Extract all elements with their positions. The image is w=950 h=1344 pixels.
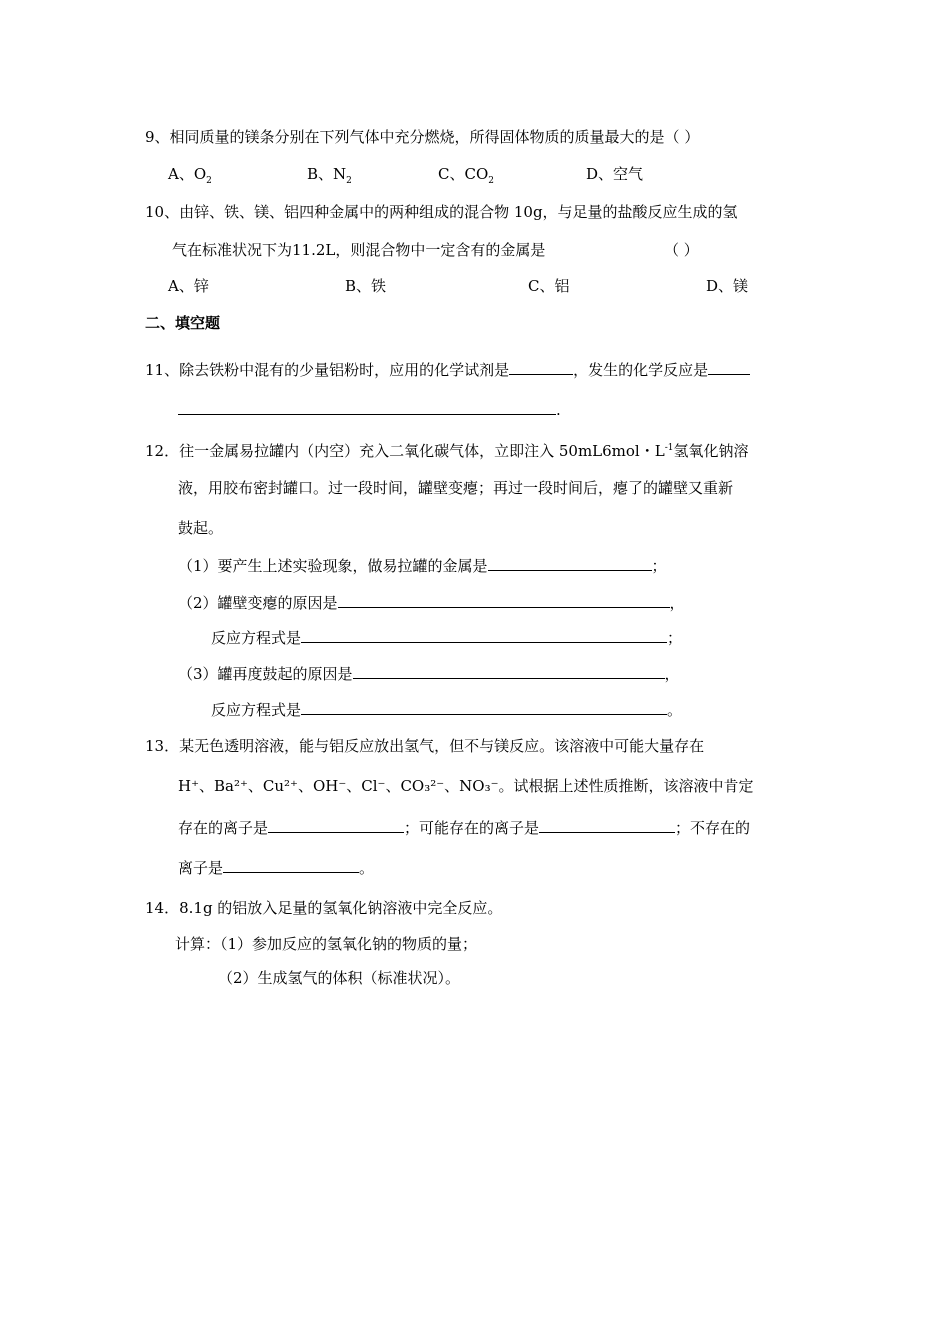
q11-end: .	[556, 401, 561, 419]
q12-part3-text: （3）罐再度鼓起的原因是	[178, 665, 353, 683]
q12-line1-sup: -1	[664, 443, 674, 453]
q13-ions-line: H⁺、Ba²⁺、Cu²⁺、OH⁻、Cl⁻、CO₃²⁻、NO₃⁻。试根据上述性质推断，该溶液中肯定	[178, 777, 754, 795]
q13-text-absent-label: 离子是	[178, 859, 224, 877]
q13-text-present: 存在的离子是	[178, 819, 269, 837]
q12-part3-eq	[211, 700, 682, 720]
q12-part1-end: ；	[651, 557, 667, 575]
q14-line1: 14．8.1g 的铝放入足量的氢氧化钠溶液中完全反应。	[145, 899, 503, 917]
q12-line1	[145, 438, 748, 461]
q9-option-a-label: A、O	[168, 165, 207, 183]
q11-text-b: ，发生的化学反应是	[573, 361, 709, 379]
q12-part3	[178, 664, 680, 684]
q12-blank-metal[interactable]	[488, 556, 652, 571]
q12-part1	[178, 556, 667, 576]
q9-option-b	[307, 164, 352, 191]
q12-blank-bulge-reason[interactable]	[353, 664, 665, 679]
q11-line2	[178, 400, 561, 420]
q9-option-a	[168, 164, 212, 191]
q9-option-c-label: C、CO	[438, 165, 489, 183]
q12-blank-bulge-equation[interactable]	[301, 700, 667, 715]
q13-text-possible: ；可能存在的离子是	[404, 819, 540, 837]
q12-part2-text: （2）罐壁变瘪的原因是	[178, 594, 338, 612]
q11-line1	[145, 360, 750, 380]
q12-part2-eq-end: ；	[667, 629, 683, 647]
q13-line4	[178, 858, 374, 878]
q9-option-c-sub: 2	[488, 176, 494, 186]
section-fill-in-title: 二、填空题	[145, 314, 221, 332]
q12-line1-text: 12．往一金属易拉罐内（内空）充入二氧化碳气体，立即注入 50mL6mol・L	[145, 442, 665, 460]
q12-part3-eq-text: 反应方程式是	[211, 701, 302, 719]
q13-blank-possible-ions[interactable]	[539, 818, 675, 833]
q13-text-absent: ；不存在的	[675, 819, 751, 837]
q12-blank-collapse-equation[interactable]	[301, 628, 667, 643]
q9-stem: 9、相同质量的镁条分别在下列气体中充分燃烧，所得固体物质的质量最大的是（ ）	[145, 128, 700, 146]
q12-part1-text: （1）要产生上述实验现象，做易拉罐的金属是	[178, 557, 488, 575]
q12-blank-collapse-reason[interactable]	[338, 593, 670, 608]
q11-blank-reaction-b[interactable]	[178, 400, 556, 415]
q11-text-a: 11、除去铁粉中混有的少量铝粉时，应用的化学试剂是	[145, 361, 510, 379]
q10-line1: 10、由锌、铁、镁、铝四种金属中的两种组成的混合物 10g，与足量的盐酸反应生成的氢	[145, 203, 738, 221]
q13-line1: 13．某无色透明溶液，能与铝反应放出氢气，但不与镁反应。该溶液中可能大量存在	[145, 737, 705, 755]
q10-line2: 气在标准状况下为11.2L，则混合物中一定含有的金属是	[172, 241, 546, 259]
q10-option-d: D、镁	[706, 277, 749, 295]
q11-blank-reaction-a[interactable]	[708, 360, 750, 375]
q13-blank-present-ions[interactable]	[268, 818, 404, 833]
q12-part2	[178, 593, 685, 613]
q10-option-c: C、铝	[528, 277, 570, 295]
q9-option-a-sub: 2	[206, 176, 212, 186]
q11-blank-reagent[interactable]	[509, 360, 573, 375]
q12-part2-end: ，	[669, 594, 685, 612]
q14-line3: （2）生成氢气的体积（标准状况）。	[218, 969, 461, 987]
q9-option-c	[438, 164, 494, 191]
q12-line2: 液，用胶布密封罐口。过一段时间，罐壁变瘪；再过一段时间后，瘪了的罐壁又重新	[178, 479, 734, 497]
q12-line3: 鼓起。	[178, 519, 224, 537]
q10-paren: （ ）	[664, 241, 699, 259]
q12-line1-end: 氢氧化钠溶	[673, 442, 749, 460]
q12-part3-eq-end: 。	[667, 701, 683, 719]
q12-part2-eq-text: 反应方程式是	[211, 629, 302, 647]
q12-part3-end: ，	[664, 665, 680, 683]
q13-blank-absent-ions[interactable]	[223, 858, 359, 873]
q13-line3	[178, 818, 750, 838]
q9-option-b-sub: 2	[346, 176, 352, 186]
q10-option-b: B、铁	[345, 277, 387, 295]
q9-option-d: D、空气	[586, 165, 644, 183]
q13-line4-end: 。	[359, 859, 375, 877]
q12-part2-eq	[211, 628, 682, 648]
q14-line2: 计算：（1）参加反应的氢氧化钠的物质的量；	[175, 935, 478, 953]
q9-option-b-label: B、N	[307, 165, 347, 183]
q10-option-a: A、锌	[168, 277, 209, 295]
